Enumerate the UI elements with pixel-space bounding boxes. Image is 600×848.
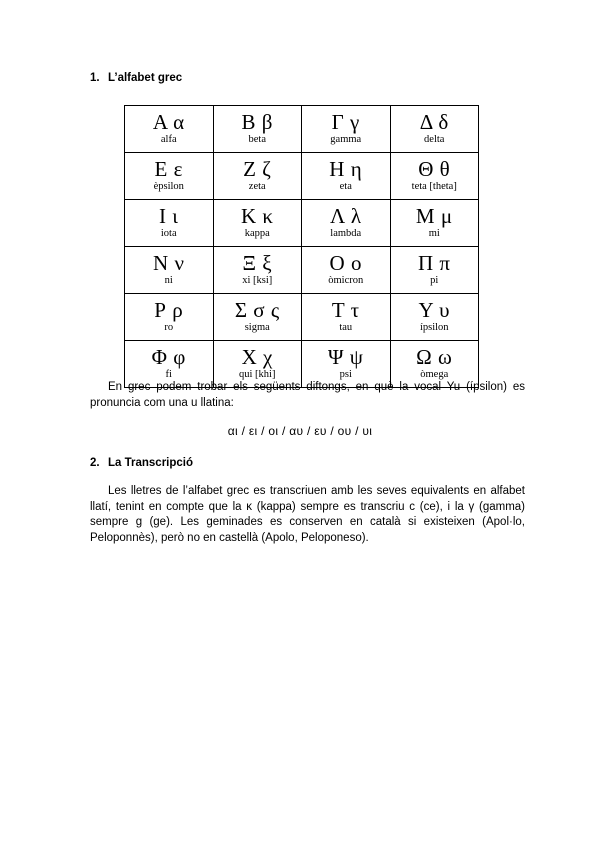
diphthongs-intro <box>90 380 525 411</box>
section-2-title: La Transcripció <box>108 457 194 469</box>
alphabet-row <box>125 200 479 247</box>
alphabet-cell <box>302 106 391 153</box>
greek-letter: Π π <box>417 251 451 275</box>
letter-name: lambda <box>330 228 362 239</box>
greek-letter: Τ τ <box>331 298 360 322</box>
letter-name: teta [theta] <box>411 181 457 192</box>
greek-letter: Μ μ <box>415 204 453 228</box>
alphabet-row <box>125 153 479 200</box>
alphabet-cell <box>390 106 479 153</box>
greek-letter: Ρ ρ <box>154 298 184 322</box>
letter-name: qui [khi] <box>239 369 276 380</box>
diphthongs-intro-text: En grec podem trobar els següents diftongs, en què la vocal Yu (ípsilon) es pronuncia com una u llatina: <box>90 381 525 409</box>
alphabet-cell <box>390 153 479 200</box>
letter-name: kappa <box>244 228 270 239</box>
letter-name: ípsilon <box>419 322 449 333</box>
alphabet-cell <box>125 294 214 341</box>
greek-letter: Ε ε <box>154 157 183 181</box>
greek-letter: Φ φ <box>151 345 186 369</box>
alphabet-cell <box>125 247 214 294</box>
diphthongs-list: αι / ει / οι / αυ / ευ / ου / υι <box>227 424 373 438</box>
greek-letter: Β β <box>241 110 273 134</box>
section-1-title: L’alfabet grec <box>108 72 183 84</box>
alphabet-cell <box>125 153 214 200</box>
greek-letter: Ζ ζ <box>243 157 272 181</box>
letter-name: òmicron <box>328 275 364 286</box>
alphabet-cell <box>125 106 214 153</box>
greek-letter: Χ χ <box>241 345 273 369</box>
greek-letter: Ο ο <box>329 251 362 275</box>
letter-name: xi [ksi] <box>242 275 273 286</box>
greek-letter: Σ σ ς <box>234 298 280 322</box>
greek-letter: Γ γ <box>331 110 360 134</box>
greek-letter: Υ υ <box>418 298 451 322</box>
alphabet-row <box>125 294 479 341</box>
alphabet-cell <box>125 200 214 247</box>
letter-name: òmega <box>420 369 449 380</box>
letter-name: ro <box>164 322 174 333</box>
greek-letter: Α α <box>152 110 185 134</box>
letter-name: fi <box>165 369 172 380</box>
letter-name: pi <box>430 275 439 286</box>
greek-letter: Ω ω <box>416 345 453 369</box>
alphabet-cell <box>302 153 391 200</box>
greek-letter: Ν ν <box>153 251 185 275</box>
letter-name: alfa <box>160 134 177 145</box>
alphabet-cell <box>213 153 302 200</box>
alphabet-cell <box>390 247 479 294</box>
alphabet-cell <box>213 106 302 153</box>
greek-letter: Η η <box>329 157 363 181</box>
letter-name: zeta <box>248 181 266 192</box>
alphabet-cell <box>390 294 479 341</box>
greek-letter: Ι ι <box>159 204 179 228</box>
letter-name: beta <box>248 134 266 145</box>
letter-name: sigma <box>244 322 270 333</box>
section-2-number: 2. <box>90 457 100 469</box>
greek-letter: Ψ ψ <box>328 345 364 369</box>
greek-letter: Κ κ <box>241 204 274 228</box>
greek-letter: Λ λ <box>329 204 362 228</box>
greek-letter: Θ θ <box>418 157 451 181</box>
alphabet-cell <box>213 294 302 341</box>
alphabet-cell <box>390 200 479 247</box>
letter-name: psi <box>339 369 352 380</box>
greek-alphabet-table <box>124 105 479 388</box>
letter-name: delta <box>424 134 445 145</box>
section-2-heading <box>90 457 193 469</box>
letter-name: ni <box>164 275 173 286</box>
greek-letter: Δ δ <box>419 110 449 134</box>
letter-name: eta <box>339 181 352 192</box>
alphabet-cell <box>213 247 302 294</box>
letter-name: èpsilon <box>153 181 184 192</box>
section-1-number: 1. <box>90 72 100 84</box>
letter-name: iota <box>160 228 177 239</box>
alphabet-cell <box>213 200 302 247</box>
alphabet-cell <box>302 247 391 294</box>
alphabet-cell <box>302 200 391 247</box>
transcription-paragraph <box>90 484 525 546</box>
letter-name: gamma <box>330 134 362 145</box>
letter-name: tau <box>339 322 353 333</box>
transcription-text: Les lletres de l’alfabet grec es transcriuen amb les seves equivalents en alfabet llatí, tenint en compte que la κ (kappa) sempre es transcriu c (ce), i la γ (gamma) sempre g (ge). Les geminades es conserven en català si existeixen (Apol·lo, Peloponnès), però no en castellà (Apolo, Peloponeso). <box>90 485 525 544</box>
alphabet-row <box>125 106 479 153</box>
alphabet-cell <box>302 294 391 341</box>
letter-name: mi <box>428 228 440 239</box>
alphabet-row <box>125 247 479 294</box>
section-1-heading <box>90 72 182 84</box>
greek-letter: Ξ ξ <box>242 251 273 275</box>
